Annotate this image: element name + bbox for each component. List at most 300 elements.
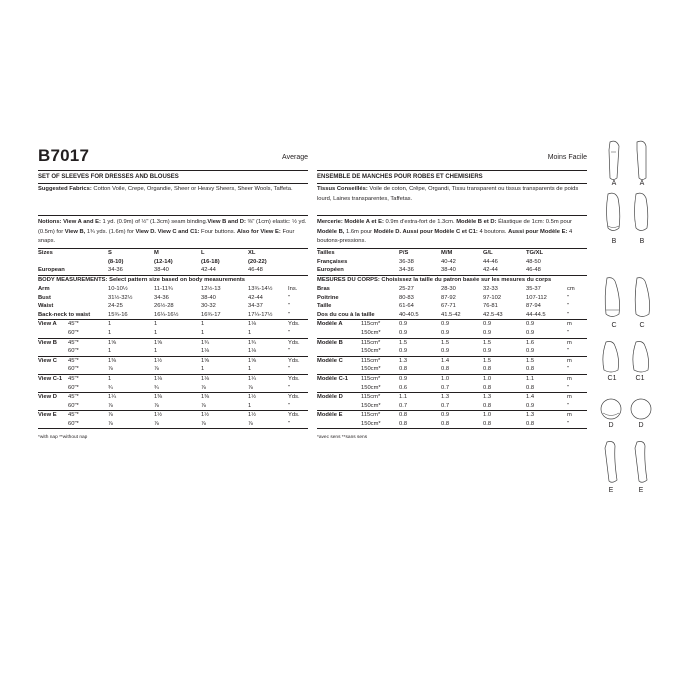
table-row [38, 411, 308, 420]
fabric-width: 115cm* [361, 339, 381, 346]
table-cell: ⅞ [108, 366, 113, 373]
french-column [317, 150, 587, 441]
body-measurements-title: BODY MEASUREMENTS: Select pattern size based on body measurements [38, 276, 246, 283]
table-row [317, 285, 587, 294]
table-cell: 1½ [154, 357, 163, 364]
view-group [38, 320, 308, 338]
table-cell: ⅞ [248, 420, 253, 427]
table-cell: 35-37 [526, 285, 541, 292]
table-cell: 0.8 [483, 420, 492, 427]
table-row [38, 402, 308, 411]
table-cell: 38-40 [201, 294, 216, 301]
table-cell: 0.8 [526, 366, 535, 373]
view-group [38, 411, 308, 429]
table-cell: 41.5-42 [441, 311, 461, 318]
row-label: Arm [38, 285, 50, 292]
table-cell: 0.8 [526, 384, 535, 391]
unit-cell: Yds. [288, 394, 300, 401]
row-label: View C-1 [38, 375, 63, 382]
table-cell: 31½-32½ [108, 294, 133, 301]
table-row [317, 411, 587, 420]
fabric-width: 115cm* [361, 321, 381, 328]
row-label: Modèle C [317, 357, 343, 364]
fabric-width: 150cm* [361, 384, 381, 391]
view-group [317, 320, 587, 338]
table-cell: 0.6 [399, 384, 408, 391]
table-cell: 0.9 [483, 348, 492, 355]
table-row [317, 249, 587, 258]
table-cell: 42-44 [483, 267, 498, 274]
row-label: Back-neck to waist [38, 311, 91, 318]
table-cell: 1¾ [201, 339, 210, 346]
table-cell: 1½ [248, 394, 257, 401]
table-cell: 1.5 [483, 339, 492, 346]
table-row [38, 311, 308, 320]
table-row [317, 347, 587, 356]
table-row [38, 249, 308, 258]
table-cell: 0.8 [483, 384, 492, 391]
table-cell: 34-37 [248, 303, 263, 310]
table-cell: 42.5-43 [483, 311, 503, 318]
row-label: Bras [317, 285, 330, 292]
unit-cell: " [288, 329, 291, 336]
suggested-fabrics-fr: Tissus Conseillés: Voile de coton, Crêpe, Organdi, Tissu transparent ou tissus transparents de poids lourd, Laines transparentes, Taffetas. [317, 185, 587, 216]
table-cell: 10-10½ [108, 285, 128, 292]
table-cell: 42-44 [248, 294, 263, 301]
sleeve-c1-front-icon [598, 340, 624, 376]
row-label: Waist [38, 303, 54, 310]
pattern-number: B7017 [38, 146, 90, 165]
table-cell: 12½-13 [201, 285, 221, 292]
table-cell: 87-94 [526, 303, 541, 310]
table-cell: 1.0 [483, 412, 492, 419]
table-cell: 1 [108, 321, 112, 328]
table-cell: ¾ [154, 384, 159, 391]
fabric-width: 45"* [68, 375, 79, 382]
table-cell: 0.8 [526, 420, 535, 427]
french-header [317, 150, 587, 171]
table-cell: 1⅛ [248, 321, 257, 328]
table-cell: 1.3 [483, 394, 492, 401]
row-label: Tailles [317, 250, 335, 257]
table-cell: 16¼-16½ [154, 311, 179, 318]
table-cell: 0.9 [483, 329, 492, 336]
table-row [317, 420, 587, 429]
table-cell: 0.9 [399, 329, 408, 336]
row-label: Modèle C-1 [317, 375, 348, 382]
table-cell: 1⅛ [201, 375, 210, 382]
table-cell: 44-44.5 [526, 311, 546, 318]
table-cell: 1.5 [399, 339, 408, 346]
table-cell: 80-83 [399, 294, 414, 301]
table-cell: 38-40 [154, 267, 169, 274]
row-label: View E [38, 412, 57, 419]
difficulty-level: Average [282, 154, 308, 161]
unit-cell: " [288, 311, 291, 318]
yardage-table-fr [317, 320, 587, 429]
row-label: Modèle E [317, 412, 343, 419]
table-cell: 34-36 [399, 267, 414, 274]
fabric-width: 115cm* [361, 412, 381, 419]
table-cell: 1⅝ [108, 339, 117, 346]
fabric-width: 150cm* [361, 420, 381, 427]
table-cell: 0.9 [483, 321, 492, 328]
table-cell: ⅞ [201, 402, 206, 409]
unit-cell: m [567, 394, 572, 401]
row-label: Bust [38, 294, 51, 301]
fabric-width: 60"* [68, 348, 79, 355]
row-label: Européen [317, 267, 344, 274]
table-cell: 1 [154, 348, 158, 355]
table-cell: 61-64 [399, 303, 414, 310]
size-table-fr [317, 249, 587, 276]
table-cell: 0.7 [441, 402, 450, 409]
table-cell: 26½-28 [154, 303, 174, 310]
table-row [38, 294, 308, 303]
unit-cell: " [288, 303, 291, 310]
table-cell: 34-36 [108, 267, 123, 274]
table-cell: 0.9 [399, 321, 408, 328]
fabric-width: 60"* [68, 402, 79, 409]
table-row [317, 402, 587, 411]
table-cell: 1 [108, 329, 112, 336]
table-cell: 38-40 [441, 267, 456, 274]
unit-cell: " [567, 420, 570, 427]
table-cell: 1⅝ [201, 357, 210, 364]
row-label: Modèle B [317, 339, 343, 346]
table-cell: 28-30 [441, 285, 456, 292]
view-label: C1 [635, 375, 645, 382]
sleeve-c-front-icon [600, 276, 624, 320]
table-cell: 1.3 [441, 394, 450, 401]
table-cell: 1⅜ [154, 394, 163, 401]
unit-cell: " [288, 420, 291, 427]
view-group [317, 375, 587, 393]
table-cell: 1½ [248, 412, 257, 419]
view-group [317, 357, 587, 375]
table-cell: TG/XL [526, 250, 544, 257]
view-label: C [611, 322, 617, 329]
table-cell: ⅞ [154, 402, 159, 409]
table-cell: 13¾-14½ [248, 285, 273, 292]
table-cell: 76-81 [483, 303, 498, 310]
row-label: Taille [317, 303, 332, 310]
table-row [317, 302, 587, 311]
table-row [317, 339, 587, 348]
table-cell: 48-50 [526, 258, 541, 265]
table-cell: 30-32 [201, 303, 216, 310]
table-cell: 1 [248, 402, 252, 409]
table-cell: 16¾-17 [201, 311, 221, 318]
table-cell: 1½ [201, 412, 210, 419]
table-cell: 0.9 [441, 329, 450, 336]
view-label: C1 [607, 375, 617, 382]
view-label: A [611, 180, 617, 187]
table-cell: 0.9 [399, 375, 408, 382]
view-group [317, 393, 587, 411]
table-cell: 46-48 [526, 267, 541, 274]
row-label: View D [38, 394, 57, 401]
table-cell: 1 [108, 348, 112, 355]
view-label: D [638, 422, 644, 429]
fabric-width: 150cm* [361, 402, 381, 409]
table-cell: 34-36 [154, 294, 169, 301]
view-label: B [611, 238, 617, 245]
view-group [38, 393, 308, 411]
table-row [317, 294, 587, 303]
table-row [317, 365, 587, 374]
table-cell: 1⅜ [201, 394, 210, 401]
sleeve-d-front-icon [598, 396, 624, 422]
table-cell: 1 [201, 329, 205, 336]
table-cell: 1.6 [526, 339, 535, 346]
table-cell: 1 [201, 321, 205, 328]
table-cell: ⅞ [201, 420, 206, 427]
unit-cell: " [288, 366, 291, 373]
table-row [317, 375, 587, 384]
table-row [38, 266, 308, 275]
table-row [317, 384, 587, 393]
sleeve-b-back-icon [630, 192, 652, 234]
fabric-width: 60"* [68, 384, 79, 391]
table-cell: ⅞ [154, 420, 159, 427]
pattern-title: SET OF SLEEVES FOR DRESSES AND BLOUSES [38, 174, 308, 184]
sleeve-e-front-icon [600, 440, 622, 486]
row-label: Françaises [317, 258, 348, 265]
footnote: *with nap **without nap [38, 435, 88, 441]
unit-cell: " [288, 384, 291, 391]
fabric-width: 115cm* [361, 375, 381, 382]
table-cell: 1.4 [441, 357, 450, 364]
table-cell: 0.9 [526, 321, 535, 328]
row-label: Modèle A [317, 321, 343, 328]
row-label: View A [38, 321, 57, 328]
table-cell: ⅞ [108, 402, 113, 409]
fabric-width: 60"* [68, 420, 79, 427]
table-cell: P/S [399, 250, 409, 257]
table-cell: 67-71 [441, 303, 456, 310]
view-label: E [608, 487, 614, 494]
table-cell: ⅞ [108, 420, 113, 427]
table-cell: 0.8 [399, 412, 408, 419]
table-cell: 1⅛ [154, 375, 163, 382]
table-cell: 1.1 [399, 394, 408, 401]
table-cell: 44-46 [483, 258, 498, 265]
unit-cell: Yds. [288, 321, 300, 328]
unit-cell: m [567, 321, 572, 328]
table-cell: ¾ [108, 384, 113, 391]
unit-cell: " [567, 384, 570, 391]
table-cell: 0.8 [483, 366, 492, 373]
unit-cell: Yds. [288, 375, 300, 382]
fabric-width: 150cm* [361, 366, 381, 373]
table-cell: 1⅛ [201, 348, 210, 355]
table-cell: ⅞ [108, 412, 113, 419]
table-cell: 107-112 [526, 294, 547, 301]
table-cell: 1 [154, 329, 158, 336]
fabric-width: 115cm* [361, 394, 381, 401]
table-cell: (8-10) [108, 258, 124, 265]
table-cell: 1 [108, 375, 112, 382]
table-row [38, 258, 308, 267]
pattern-title-fr: ENSEMBLE DE MANCHES POUR ROBES ET CHEMISIERS [317, 174, 587, 184]
table-cell: 1.1 [526, 375, 535, 382]
view-label: D [608, 422, 614, 429]
sleeve-a-front-icon [604, 140, 624, 182]
table-cell: ⅞ [154, 366, 159, 373]
table-row [38, 420, 308, 429]
unit-cell: " [288, 348, 291, 355]
table-cell: 1.0 [441, 375, 450, 382]
view-group [317, 339, 587, 357]
view-group [38, 339, 308, 357]
table-cell: 40-40.5 [399, 311, 419, 318]
table-cell: 0.9 [526, 348, 535, 355]
sleeve-c-back-icon [630, 276, 654, 320]
unit-cell: Yds. [288, 339, 300, 346]
sleeve-a-back-icon [632, 140, 652, 182]
table-row [317, 258, 587, 267]
unit-cell: m [567, 339, 572, 346]
unit-cell: Ins. [288, 285, 298, 292]
table-cell: 17¼-17½ [248, 311, 273, 318]
table-row [38, 339, 308, 348]
yardage-table [38, 320, 308, 429]
table-cell: S [108, 250, 112, 257]
table-cell: 1 [248, 329, 252, 336]
english-column [38, 146, 308, 441]
table-cell: 0.9 [441, 321, 450, 328]
table-cell: 1 [154, 321, 158, 328]
table-row [38, 302, 308, 311]
unit-cell: " [288, 402, 291, 409]
unit-cell: " [567, 402, 570, 409]
table-cell: XL [248, 250, 256, 257]
unit-cell: " [567, 348, 570, 355]
table-cell: 0.9 [526, 329, 535, 336]
table-cell: 36-38 [399, 258, 414, 265]
table-cell: G/L [483, 250, 493, 257]
view-label: A [639, 180, 645, 187]
table-cell: 32-33 [483, 285, 498, 292]
difficulty-level-fr: Moins Facile [547, 154, 587, 161]
table-cell: 0.9 [441, 412, 450, 419]
table-cell: 1 [248, 366, 252, 373]
table-cell: 1½ [154, 412, 163, 419]
view-sketches [594, 140, 664, 500]
sleeve-c1-back-icon [628, 340, 654, 376]
row-label: Dos du cou à la taille [317, 311, 375, 318]
body-measurements-title-fr: MESURES DU CORPS: Choisissez la taille du patron basée sur les mesures du corps [317, 276, 552, 283]
row-label: View C [38, 357, 57, 364]
unit-cell: " [288, 294, 291, 301]
table-cell: 1.5 [441, 339, 450, 346]
body-measurements-table-fr [317, 285, 587, 320]
unit-cell: m [567, 375, 572, 382]
table-row [38, 375, 308, 384]
table-cell: 1¼ [108, 394, 117, 401]
fabric-width: 60"* [68, 366, 79, 373]
table-cell: 0.7 [399, 402, 408, 409]
body-measurements-table [38, 285, 308, 320]
table-cell: 42-44 [201, 267, 216, 274]
table-cell: 87-92 [441, 294, 456, 301]
fabric-width: 45"* [68, 339, 79, 346]
unit-cell: m [567, 412, 572, 419]
unit-cell: m [567, 357, 572, 364]
sleeve-d-back-icon [628, 396, 654, 422]
unit-cell: " [567, 311, 570, 318]
table-cell: 0.8 [399, 420, 408, 427]
sleeve-e-back-icon [630, 440, 652, 486]
table-cell: 1.0 [483, 375, 492, 382]
row-label: Modèle D [317, 394, 343, 401]
table-row [38, 347, 308, 356]
table-cell: 97-102 [483, 294, 502, 301]
table-cell: 1.3 [526, 412, 535, 419]
table-row [38, 365, 308, 374]
table-row [317, 393, 587, 402]
notions: Notions: View A and E: 1 yd. (0.9m) of ½" (1.3cm) seam binding.View B and D: ⅜" (1cm) elastic: ½ yd. (0.5m) for View B, 1¾ yds. (1.6m) for View D. View C and C1: Four buttons. Also for View E: Four snaps. [38, 218, 308, 249]
table-cell: 0.8 [441, 366, 450, 373]
table-cell: 24-25 [108, 303, 123, 310]
table-row [317, 311, 587, 320]
table-row [38, 320, 308, 329]
fabric-width: 150cm* [361, 348, 381, 355]
unit-cell: Yds. [288, 412, 300, 419]
table-cell: (20-22) [248, 258, 267, 265]
table-cell: M/M [441, 250, 453, 257]
table-cell: 1¾ [248, 339, 257, 346]
unit-cell: " [567, 294, 570, 301]
view-group [317, 411, 587, 429]
table-cell: 1.4 [526, 394, 535, 401]
table-cell: 0.8 [483, 402, 492, 409]
row-label: Poitrine [317, 294, 339, 301]
table-cell: 1⅛ [248, 348, 257, 355]
table-cell: L [201, 250, 205, 257]
table-cell: (16-18) [201, 258, 220, 265]
table-cell: (12-14) [154, 258, 173, 265]
view-label: E [638, 487, 644, 494]
table-cell: 1 [201, 366, 205, 373]
sleeve-b-front-icon [602, 192, 624, 234]
table-cell: 0.7 [441, 384, 450, 391]
table-row [317, 320, 587, 329]
table-cell: M [154, 250, 159, 257]
table-row [317, 329, 587, 338]
footnote-fr: *avec sens **sans sens [317, 435, 368, 441]
table-cell: 15¾-16 [108, 311, 128, 318]
fabric-width: 45"* [68, 394, 79, 401]
table-row [38, 357, 308, 366]
table-cell: 40-42 [441, 258, 456, 265]
row-label: Sizes [38, 250, 53, 257]
fabric-width: 45"* [68, 412, 79, 419]
table-cell: 0.9 [441, 348, 450, 355]
fabric-width: 45"* [68, 321, 79, 328]
unit-cell: " [567, 303, 570, 310]
fabric-width: 45"* [68, 357, 79, 364]
table-row [38, 384, 308, 393]
row-label: European [38, 267, 65, 274]
table-cell: 25-27 [399, 285, 414, 292]
table-cell: ⅞ [248, 384, 253, 391]
table-row [317, 357, 587, 366]
view-label: C [639, 322, 645, 329]
table-cell: 11-11¾ [154, 285, 173, 292]
unit-cell: cm [567, 285, 575, 292]
